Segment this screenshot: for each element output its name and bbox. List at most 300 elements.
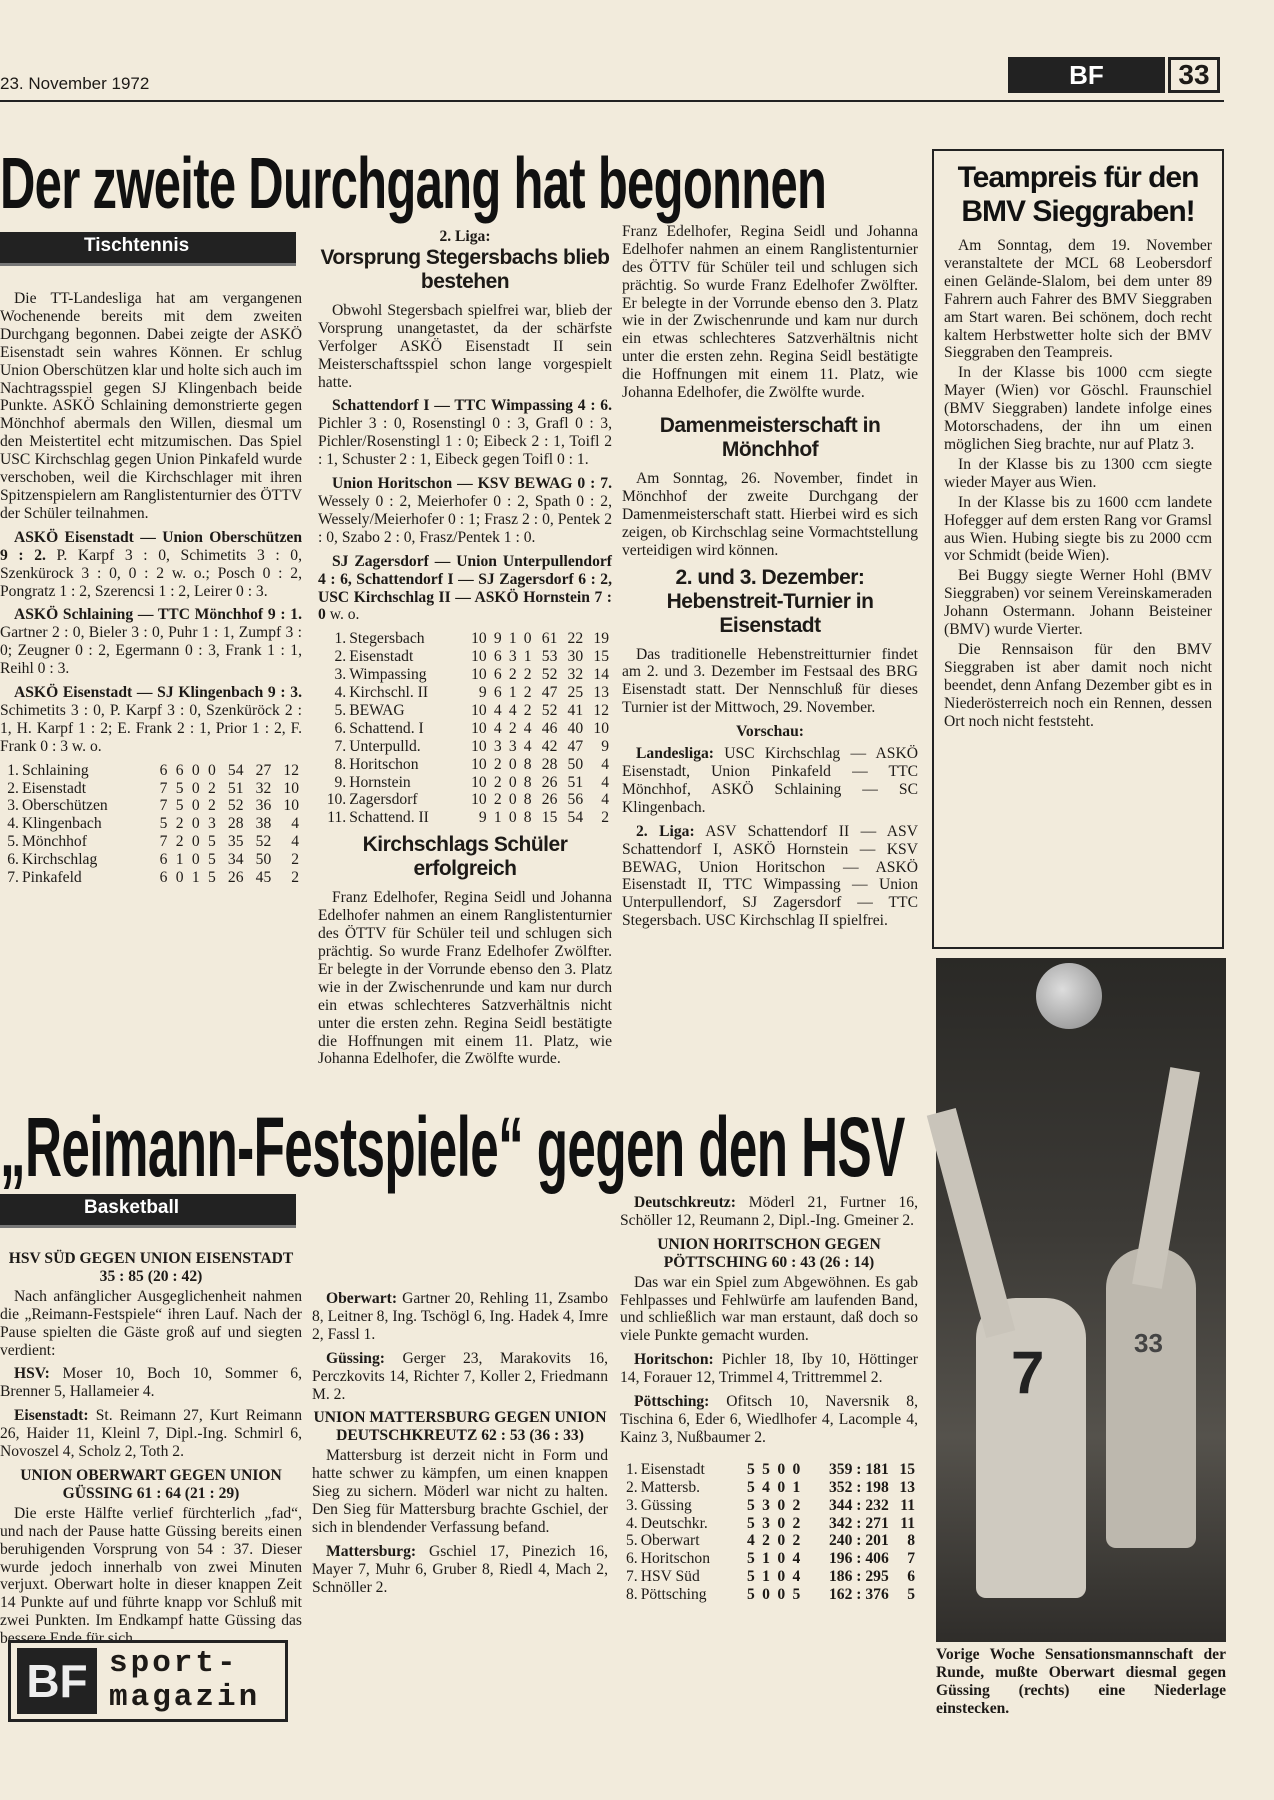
table-cell: 12 [593,701,609,719]
table-cell: 2 [792,1496,801,1514]
team-name: Zagersdorf [349,791,418,809]
paragraph-text: ASV Schattendorf II — ASV Schattendorf I, ASKÖ Hornstein — KSV BEWAG, Union Horitschon — ASKÖ Eisenstadt II, TTC Wimpassing — Union Unterpullendorf, SJ Zagersdorf — TTC Stegersbach. USC Kirchschlag II spielfrei. [622,822,918,930]
paragraph [0,1504,302,1648]
column-tt-1 [0,290,302,887]
table-cell: 0 [191,833,200,851]
team-name: Unterpulld. [349,737,421,755]
table-cell: 50 [567,755,584,773]
table-cell: 2 [601,809,609,827]
paragraph-text: Pichler 3 : 0, Rosenstingl 0 : 3, Grafl 0 : 3, Pichler/Rosenstingl 1 : 0; Eibeck 2 : 1, Toifl 2 : 1, Schuster 2 : 1, Eibeck gegen Toifl 0 : 1. [318,415,612,469]
table-cell: 0 [777,1586,786,1604]
table-cell: 8. [334,755,347,773]
table-cell: 4 [493,719,502,737]
table-cell: 4 [746,1532,755,1550]
table-cell: 10 [471,773,487,791]
table-cell: 7 [159,833,168,851]
table-cell: 0 [508,773,517,791]
table-cell: 22 [567,630,584,648]
paragraph-lead: HSV: [14,1365,50,1383]
table-cell: 3 [207,815,216,833]
table-row [318,738,612,756]
paragraph-lead: Union Horitschon — KSV BEWAG 0 : 7. [332,475,612,493]
table-cell: 6 [493,648,502,666]
box-paragraph: Bei Buggy siegte Werner Hohl (BMV Sieggraben) vor seinem Vereinskameraden Johann Ostermann. Johann Beisteiner (BMV) wurde Vierter. [944,567,1212,639]
table-cell: 2 [792,1532,801,1550]
paragraph [312,1543,608,1597]
table-cell: 1 [191,869,200,887]
table-cell: 5 [746,1550,755,1568]
table-cell: 2 [175,815,184,833]
team-name: Mattersb. [640,1478,701,1496]
table-cell: 42 [541,737,558,755]
team-name: Horitschon [349,755,419,773]
table-cell: 3 [493,737,502,755]
table-cell: 0 [523,630,532,648]
paragraph [312,1290,608,1344]
player-right [1106,1248,1196,1548]
table-cell: 4. [334,684,347,702]
table-cell: 8 [523,809,532,827]
table-row [0,797,302,815]
table-cell: 2. [7,779,19,797]
paragraph [312,1447,608,1537]
table-cell: 9 [478,809,487,827]
table-cell: 3. [334,666,347,684]
team-name: Horitschon [640,1550,710,1568]
arm [1132,1067,1200,1289]
table-cell: 7 [907,1550,915,1568]
column-bb-2 [312,1194,608,1603]
table-cell: 5 [746,1460,755,1478]
paragraph [620,1274,918,1346]
table-cell: 359 : 181 [828,1460,889,1478]
table-cell: 196 : 406 [828,1550,889,1568]
paragraph-lead: ASKÖ Eisenstadt — SJ Klingenbach 9 : 3. [14,684,302,702]
table-cell: 51 [567,773,584,791]
table-cell: 6. [626,1550,638,1568]
table-cell: 7 [159,797,168,815]
table-cell: 2 [175,833,184,851]
table-cell: 10 [471,648,487,666]
table-cell: 13 [899,1478,915,1496]
table-cell: 32 [567,666,584,684]
team-name: Eisenstadt [349,648,414,666]
table-cell: 52 [227,797,244,815]
team-name: Stegersbach [349,630,425,648]
table-cell: 9 [601,737,609,755]
team-name: Oberschützen [21,797,108,815]
game-title: UNION HORITSCHON GEGEN PÖTTSCHING 60 : 43 (26 : 14) [657,1235,881,1271]
table-row [318,666,612,684]
table-cell: 25 [567,684,584,702]
table-cell: 28 [227,815,244,833]
table-cell: 8 [523,755,532,773]
teampreis-box [932,149,1224,949]
paragraph-text: Schimetits 3 : 0, P. Karpf 3 : 0, Szenküröck 2 : 1, H. Karpf 1 : 2; E. Frank 2 : 1, Prior 1 : 2, F. Frank 0 : 3 w. o. [0,701,302,755]
table-row [0,851,302,869]
table-row [0,869,302,887]
table-cell: 56 [567,791,584,809]
table-cell: 8. [626,1586,638,1604]
table-cell: 5 [159,815,168,833]
paragraph [620,1194,918,1230]
table-row [620,1586,918,1604]
paragraph [0,684,302,756]
table-cell: 344 : 232 [828,1496,889,1514]
table-cell: 10 [593,719,609,737]
paragraph-lead: SJ Zagersdorf — Union Unterpullendorf 4 : 6, Schattendorf I — SJ Zagersdorf 6 : 2, USC Kirchschlag II — ASKÖ Hornstein 7 : 0 [318,552,612,624]
team-name: Mönchhof [21,833,87,851]
paragraph [318,475,612,547]
table-cell: 4 [792,1568,801,1586]
table-cell: 3 [508,648,517,666]
team-name: Pöttsching [640,1586,707,1604]
paragraph-text: P. Karpf 3 : 0, Schimetits 3 : 0, Szenkürock 3 : 0, 0 : 2 w. o.; Posch 0 : 2, Pongratz 1 : 2, Szerencsi 1 : 2, Leirer 0 : 3. [0,546,302,600]
table-cell: 1 [792,1478,801,1496]
table-cell: 12 [283,761,299,779]
table-cell: 2 [207,797,216,815]
paragraph [0,606,302,678]
paragraph [0,1288,302,1360]
photo-caption: Vorige Woche Sensationsmannschaft der Runde, mußte Oberwart diesmal gegen Güssing (rechts) eine Niederlage einstecken. [936,1646,1226,1717]
team-name: Oberwart [640,1532,700,1550]
table-cell: 2 [792,1514,801,1532]
table-cell: 6 [159,761,168,779]
table-row [620,1515,918,1533]
table-cell: 0 [175,869,184,887]
paragraph-text: Ofitsch 10, Naversnik 8, Tischina 6, Eder 6, Wiedlhofer 4, Lacomple 4, Kainz 3, Nußbaumer 2. [620,1393,918,1446]
table-cell: 4 [601,791,609,809]
team-name: Wimpassing [349,666,427,684]
logo-mark: BF [17,1648,97,1714]
table-cell: 5. [334,701,347,719]
table-cell: 6. [334,719,347,737]
table-cell: 8 [523,791,532,809]
table-cell: 162 : 376 [828,1586,889,1604]
paragraph-text: USC Kirchschlag — ASKÖ Eisenstadt, Union Pinkafeld — TTC Mönchhof, ASKÖ Schlaining — SC Klingenbach. [622,745,918,816]
table-row [620,1550,918,1568]
table-cell: 10 [283,797,299,815]
column-tt-3 [622,222,918,936]
table-cell: 2 [523,684,532,702]
section-label-tischtennis: Tischtennis [0,232,296,266]
subheading-hebenstreit: 2. und 3. Dezember: Hebenstreit-Turnier in Eisenstadt [666,565,874,637]
table-row [318,702,612,720]
table-cell: 4 [508,701,517,719]
table-row [318,774,612,792]
basketball-photo [936,958,1226,1642]
table-cell: 5. [626,1532,638,1550]
box-paragraph: In der Klasse bis zu 1600 ccm landete Hofegger auf dem ersten Rang vor Gramsl aus Wien. Hubing siegte bis zu 2000 ccm vor Schmidt (beide Wien). [944,493,1212,565]
table-cell: 0 [191,761,200,779]
table-cell: 2 [291,851,299,869]
table-cell: 47 [567,737,584,755]
game-title: UNION MATTERSBURG GEGEN UNION DEUTSCHKREUTZ 62 : 53 (36 : 33) [313,1409,607,1445]
logo-line1: sport- [109,1646,239,1681]
paragraph-text: Die erste Hälfte verlief fürchterlich „fad“, und nach der Pause hatte Güssing bereits einen beruhigenden Vorsprung von 54 : 37. Dieser wurde jedoch innerhalb von zwei Minuten verjuxt. Oberwart holte in dieser knappen Zeit 14 Punkte auf und führte knapp vor Schluß mit zwei Punkten. Im Endkampf hatte Güssing das bessere Ende für sich. [0,1504,302,1648]
table-cell: 46 [541,719,558,737]
table-cell: 14 [593,666,609,684]
column-bb-1 [0,1244,302,1648]
table-cell: 0 [777,1550,786,1568]
paragraph-lead: Horitschon: [634,1351,714,1369]
paragraph-text: Gartner 2 : 0, Bieler 3 : 0, Puhr 1 : 1, Zumpf 3 : 0; Zeugner 0 : 2, Egermann 0 : 3, Frank 1 : 1, Reihl 0 : 3. [0,624,302,678]
box-title: Teampreis für den BMV Sieggraben! [957,161,1199,228]
table-cell: 53 [541,648,558,666]
table-cell: 2 [523,666,532,684]
table-cell: 4. [626,1514,638,1532]
table-cell: 19 [593,630,609,648]
paragraph [620,1351,918,1387]
table-cell: 54 [567,809,584,827]
table-cell: 186 : 295 [828,1568,889,1586]
paragraph-lead: 2. Liga: [636,822,695,840]
table-cell: 15 [541,809,558,827]
table-cell: 5 [207,833,216,851]
article-schueler: Franz Edelhofer, Regina Seidl und Johanna Edelhofer nahmen an einem Ranglistenturnier des ÖTTV für Schüler teil und schlugen sich prächtig. So wurde Franz Edelhofer Zwölfter. Er belegte in der Vorrunde ebenso den 3. Platz wie in der Zwischenrunde und kam nur durch ein etwas schlechteres Satzverhältnis nicht unter die ersten zehn. Regina Seidl bestätigte die Hoffnungen mit einem 11. Platz, wie Johanna Edelhofer, die Zwölfte wurde. [318,889,612,1068]
table-cell: 7. [7,869,19,887]
table-cell: 27 [255,761,272,779]
table-cell: 2 [493,773,502,791]
table-cell: 2 [762,1532,770,1550]
table-cell: 7. [334,737,347,755]
table-cell: 54 [227,761,244,779]
table-cell: 0 [191,851,200,869]
article-hebenstreit: Das traditionelle Hebenstreitturnier findet am 2. und 3. Dezember im Festsaal des BRG Eisenstadt statt. Der Nennschluß für dieses Turnier ist der Mittwoch, 29. November. [622,645,918,717]
table-cell: 0 [777,1532,786,1550]
paragraph-lead: Schattendorf I — TTC Wimpassing 4 : 6. [332,397,612,415]
table-cell: 5. [7,833,19,851]
table-cell: 10 [471,666,487,684]
paragraph-text: Nach anfänglicher Ausgeglichenheit nahmen die „Reimann-Festspiele“ ihren Lauf. Nach der Pause spielten die Gäste groß auf und siegten verdient: [0,1287,302,1359]
table-cell: 2 [523,701,532,719]
table-cell: 51 [227,779,244,797]
table-cell: 10 [471,719,487,737]
table-cell: 4 [792,1550,801,1568]
box-body [944,237,1212,730]
table-cell: 1 [508,630,517,648]
paragraph-text: Pichler 18, Iby 10, Höttinger 14, Forauer 12, Trimmel 4, Trittremmel 2. [620,1351,918,1387]
sport-magazin-logo [8,1640,288,1722]
team-name: Deutschkr. [640,1514,708,1532]
table-cell: 8 [523,773,532,791]
vorschau-heading: Vorschau: [736,723,804,741]
table-cell: 5 [746,1496,755,1514]
table-cell: 15 [593,648,609,666]
team-name: Hornstein [349,773,411,791]
table-cell: 0 [762,1586,770,1604]
table-row [620,1497,918,1515]
table-cell: 9 [478,684,487,702]
paragraph-lead: Güssing: [326,1349,385,1367]
table-cell: 61 [541,630,558,648]
table-cell: 5 [746,1478,755,1496]
header-rule [0,100,1224,102]
table-cell: 5 [746,1586,755,1604]
paragraph-text: Gerger 23, Marakovits 16, Perczkovits 14, Richter 7, Koller 2, Friedmann M. 2. [312,1349,608,1403]
paragraph [312,1350,608,1404]
kicker: 2. Liga: [439,228,491,245]
paragraph-lead: Mattersburg: [326,1542,417,1560]
table-cell: 352 : 198 [828,1478,889,1496]
table-cell: 1 [762,1550,770,1568]
paragraph-text: Gartner 20, Rehling 11, Zsambo 8, Leitner 8, Ing. Tschögl 6, Ing. Hadek 4, Imre 2, Fassl 1. [312,1290,608,1343]
table-cell: 2 [493,791,502,809]
table-cell: 13 [593,684,609,702]
arm [927,1108,1016,1338]
table-row [318,648,612,666]
table-cell: 0 [777,1514,786,1532]
logo-line2: magazin [109,1680,261,1715]
table-cell: 3. [7,797,19,815]
paragraph-text: Das war ein Spiel zum Abgewöhnen. Es gab Fehlpasses und Fehlwürfe am laufenden Band, und schließlich war man erstaunt, daß doch so viele Punkte gemacht wurden. [620,1273,918,1345]
table-cell: 0 [792,1460,801,1478]
paragraph [318,302,612,392]
subheading-schueler: Kirchschlags Schüler erfolgreich [362,833,568,881]
section-label-basketball: Basketball [0,1194,296,1228]
table-cell: 6 [159,869,168,887]
box-paragraph: Die Rennsaison für den BMV Sieggraben ist aber damit noch nicht beendet, denn Anfang Dezember gibt es in Niederösterreich noch ein Rennen, dessen Ort noch nicht feststeht. [944,640,1212,730]
table-cell: 8 [907,1532,915,1550]
table-cell: 0 [508,809,517,827]
table-cell: 1 [508,684,517,702]
table-cell: 1 [175,851,184,869]
table-cell: 52 [541,666,558,684]
table-cell: 50 [255,851,272,869]
table-cell: 0 [191,797,200,815]
game-title: HSV SÜD GEGEN UNION EISENSTADT 35 : 85 (20 : 42) [8,1250,294,1285]
paragraph [622,823,918,930]
standings-2-liga [318,630,612,827]
table-cell: 4 [291,815,299,833]
paragraph-text: Obwohl Stegersbach spielfrei war, blieb der Vorsprung unangetastet, da der schärfste Verfolger ASKÖ Eisenstadt II sein Meisterschaftsspiel schon lange vorgespielt hatte. [318,301,612,391]
table-cell: 5 [207,851,216,869]
paragraph [0,1365,302,1401]
column-bb-3 [620,1194,918,1604]
table-cell: 41 [567,701,584,719]
table-cell: 1 [523,648,532,666]
table-cell: 6 [493,684,502,702]
table-cell: 6 [159,851,168,869]
paragraph [620,1393,918,1447]
table-cell: 6 [907,1568,915,1586]
table-cell: 4 [493,701,502,719]
table-row [620,1532,918,1550]
paragraph-lead: Landesliga: [636,745,714,763]
paragraph-lead: Eisenstadt: [14,1407,89,1425]
paragraph-lead: ASKÖ Schlaining — TTC Mönchhof 9 : 1. [14,606,302,624]
table-cell: 7 [159,779,168,797]
table-cell: 26 [541,773,558,791]
headline-tischtennis: Der zweite Durchgang hat begonnen [0,144,827,224]
table-cell: 1 [493,809,502,827]
subheading-damen: Damenmeisterschaft in Mönchhof [659,414,881,461]
table-cell: 3 [762,1496,770,1514]
table-cell: 9. [334,773,347,791]
page-number: 33 [1168,57,1220,93]
box-paragraph: Am Sonntag, dem 19. November veranstaltete der MCL 68 Leobersdorf einen Gelände-Slalom, bei dem unter 89 Fahrern auch Fahrer des BMV Sieggraben am Start waren. Bei schönem, doch recht kaltem Herbstwetter holte sich der BMV Sieggraben den Teampreis. [944,237,1212,362]
paragraph-lead: Deutschkreutz: [634,1194,736,1211]
table-cell: 34 [227,851,244,869]
table-cell: 36 [255,797,272,815]
table-cell: 47 [541,684,558,702]
game-title: UNION OBERWART GEGEN UNION GÜSSING 61 : 64 (21 : 29) [20,1466,282,1502]
table-cell: 10. [326,791,347,809]
table-cell: 0 [191,779,200,797]
team-name: Kirchschlag [21,851,98,869]
table-cell: 2 [291,869,299,887]
team-name: Eisenstadt [21,779,87,797]
subheading-stegersbach: Vorsprung Stegersbachs blieb bestehen [320,245,610,293]
table-cell: 1 [762,1568,770,1586]
issue-date: 23. November 1972 [0,74,150,93]
paragraph-lead: Oberwart: [326,1290,398,1307]
table-cell: 10 [283,779,299,797]
table-row [0,833,302,851]
article-damen: Am Sonntag, 26. November, findet in Mönchhof der zweite Durchgang der Damenmeisterschaft statt. Hierbei wird es sich zeigen, ob Kirchschlag seine Vormachtstellung verteidigen wird können. [622,470,918,559]
table-row [318,630,612,648]
table-cell: 2 [493,755,502,773]
table-row [620,1461,918,1479]
column-tt-2 [318,228,612,1068]
team-name: Güssing [640,1496,692,1514]
table-cell: 4 [523,737,532,755]
table-cell: 45 [255,869,272,887]
table-cell: 11. [327,809,347,827]
table-cell: 4 [291,833,299,851]
table-row [318,756,612,774]
table-cell: 0 [777,1568,786,1586]
table-cell: 4 [601,755,609,773]
table-cell: 6 [493,666,502,684]
jersey-number-right: 33 [1134,1328,1163,1358]
table-cell: 5 [175,797,184,815]
paragraph-text: w. o. [325,606,360,624]
paragraph-text: Wessely 0 : 2, Meierhofer 0 : 2, Spath 0 : 2, Wessely/Meierhofer 0 : 1; Frasz 2 : 0, Pentek 2 : 0, Szabo 2 : 0, Frasz/Pentek 1 : 0. [318,492,612,546]
table-cell: 52 [541,701,558,719]
table-cell: 4. [7,815,19,833]
table-row [318,684,612,702]
table-cell: 9 [493,630,502,648]
table-cell: 26 [227,869,244,887]
table-cell: 0 [508,755,517,773]
table-cell: 2 [508,666,517,684]
table-cell: 11 [900,1514,915,1532]
team-name: HSV Süd [640,1568,700,1586]
table-cell: 5 [746,1568,755,1586]
table-row [318,791,612,809]
paragraph [318,397,612,469]
table-cell: 6. [7,851,19,869]
table-cell: 10 [471,701,487,719]
box-paragraph: In der Klasse bis 1000 ccm siegte Mayer (Wien) vor Göschl. Fraunschiel (BMV Sieggraben) landete infolge eines Motorschadens, der ihn um einen möglichen Sieg brachte, nur auf Platz 3. [944,364,1212,453]
table-cell: 5 [762,1460,770,1478]
team-name: Kirchschl. II [349,684,429,702]
jersey-number-left: 7 [1011,1339,1045,1406]
table-cell: 0 [777,1460,786,1478]
table-cell: 38 [255,815,272,833]
team-name: Klingenbach [21,815,102,833]
paragraph [0,529,302,601]
paragraph-text: Möderl 21, Furtner 16, Schöller 12, Reumann 2, Dipl.-Ing. Gmeiner 2. [620,1194,918,1229]
table-cell: 35 [227,833,244,851]
table-cell: 11 [900,1496,915,1514]
team-name: Schattend. II [349,809,429,827]
table-cell: 5 [175,779,184,797]
table-cell: 5 [207,869,216,887]
table-cell: 0 [777,1496,786,1514]
table-cell: 10 [471,791,487,809]
